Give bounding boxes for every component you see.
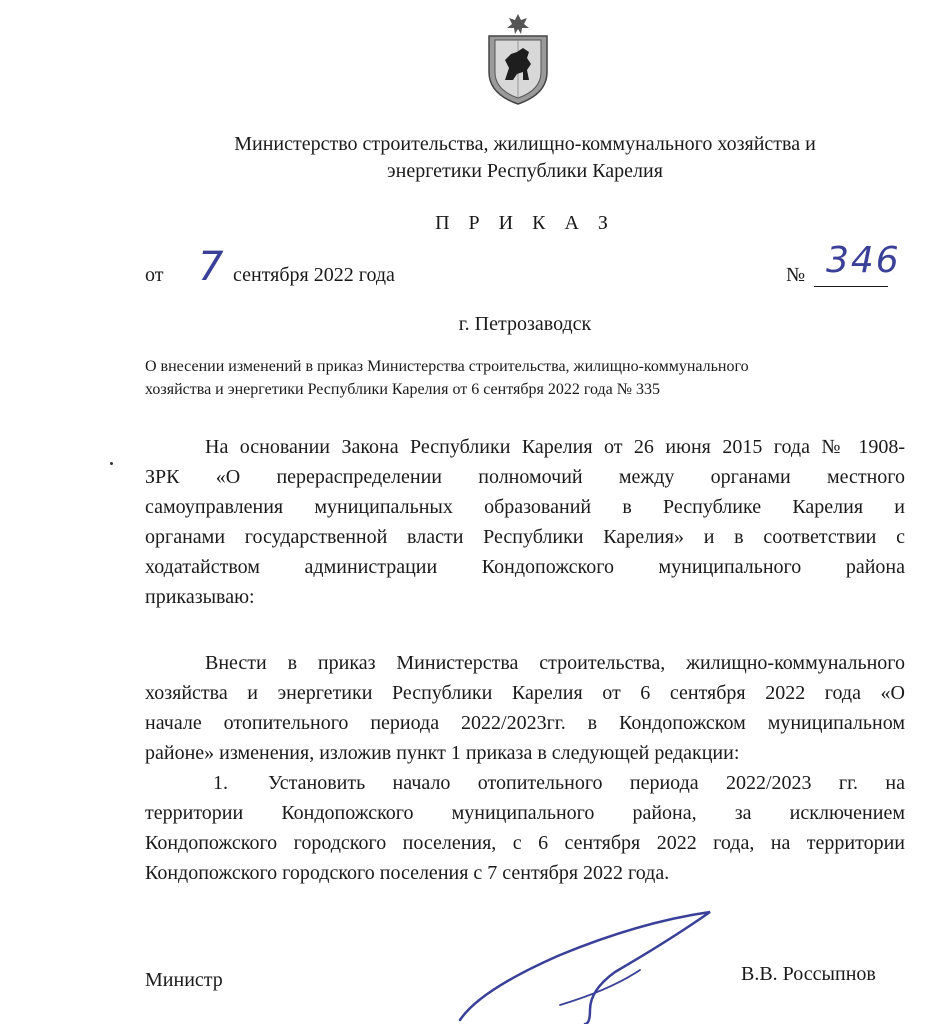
coat-of-arms-icon: [483, 14, 553, 106]
order-title: П Р И К А З: [435, 212, 615, 234]
paragraph-basis: [145, 432, 905, 612]
number-value-handwritten: 346: [826, 240, 901, 281]
handwritten-signature-icon: [440, 900, 740, 1024]
paragraph-line: ЗРК «О перераспределении полномочий между органами местного: [145, 466, 905, 488]
subject-line-2: хозяйства и энергетики Республики Карелия от 6 сентября 2022 года № 335: [145, 381, 661, 398]
paragraph-line: приказываю:: [145, 586, 255, 608]
subject-line-1: О внесении изменений в приказ Министерства строительства, жилищно-коммунального: [145, 358, 749, 375]
paragraph-line: районе» изменения, изложив пункт 1 приказа в следующей редакции:: [145, 742, 740, 764]
list-item-number: 1.: [213, 772, 228, 794]
paragraph-line: хозяйства и энергетики Республики Карелия от 6 сентября 2022 года «О: [145, 682, 905, 704]
city: г. Петрозаводск: [458, 313, 592, 335]
paragraph-line: На основании Закона Республики Карелия от 26 июня 2015 года № 1908-: [205, 436, 905, 458]
list-item-line: Кондопожского городского поселения с 7 сентября 2022 года.: [145, 862, 670, 884]
paragraph-line: органами государственной власти Республики Карелия» и в соответствии с: [145, 526, 905, 548]
signatory-title: Министр: [145, 969, 223, 991]
list-item-first-line: [145, 768, 905, 798]
paragraph-line: Внести в приказ Министерства строительства, жилищно-коммунального: [205, 652, 905, 674]
list-item-text: Установить начало отопительного периода 2022/2023 гг. на: [268, 772, 905, 794]
number-underline: [814, 286, 888, 287]
date-prefix: от: [145, 264, 164, 286]
paragraph-amendment: [145, 648, 905, 768]
scan-speck: [110, 462, 113, 465]
list-item-1: [145, 768, 905, 888]
paragraph-line: начале отопительного периода 2022/2023гг. в Кондопожском муниципальном: [145, 712, 905, 734]
ministry-name-line-2: энергетики Республики Карелия: [387, 160, 663, 182]
paragraph-line: ходатайством администрации Кондопожского муниципального района: [145, 556, 905, 578]
ministry-name-line-1: Министерство строительства, жилищно-коммунального хозяйства и: [234, 133, 816, 155]
list-item-line: территории Кондопожского муниципального района, за исключением: [145, 802, 905, 824]
date-month-year: сентября 2022 года: [233, 264, 395, 286]
number-sign: №: [786, 264, 806, 286]
paragraph-line: самоуправления муниципальных образований в Республике Карелия и: [145, 496, 905, 518]
signatory-name: В.В. Россыпнов: [741, 963, 876, 985]
date-day-handwritten: 7: [198, 244, 224, 290]
list-item-line: Кондопожского городского поселения, с 6 сентября 2022 года, на территории: [145, 832, 905, 854]
